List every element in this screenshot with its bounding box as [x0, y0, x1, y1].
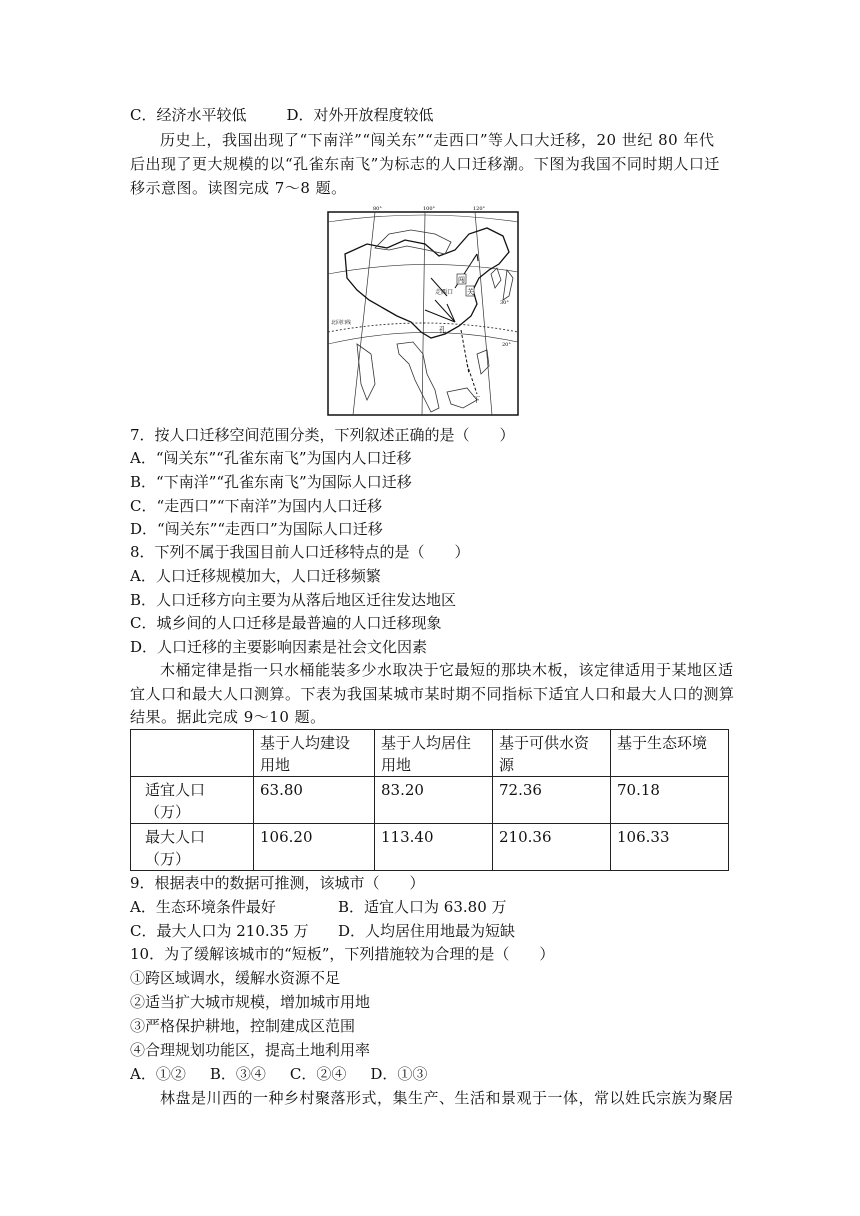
header-text: 基于人均居住 [381, 734, 472, 752]
table-header-cell [375, 730, 493, 777]
q9-option-a: A．生态环境条件最好 [130, 898, 276, 916]
q10-stem: 10．为了缓解该城市的“短板”，下列措施较为合理的是（ ） [130, 945, 555, 963]
header-text: 用地 [381, 756, 412, 774]
q6-option-c: C．经济水平较低 [130, 106, 247, 124]
table-header-cell [254, 730, 375, 777]
passage1-line1: 历史上，我国出现了“下南洋”“闯关东”“走西口”等人口大迁移，20 世纪 80 年代 [160, 131, 715, 149]
q8-option-b: B．人口迁移方向主要为从落后地区迁往发达地区 [130, 591, 457, 609]
row-label: 适宜人口 [145, 781, 206, 799]
passage2-line2: 宜人口和最大人口测算。下表为我国某城市某时期不同指标下适宜人口和最大人口的测算 [130, 685, 735, 703]
q10-item-4: ④合理规划功能区，提高土地利用率 [130, 1041, 371, 1059]
passage2-line3: 结果。据此完成 9～10 题。 [130, 708, 326, 726]
map-label-xia: 下 [473, 396, 480, 404]
q10-option-c: C．②④ [289, 1065, 347, 1083]
header-text: 用地 [260, 756, 291, 774]
lat-label-30: 30° [500, 300, 509, 306]
q10-option-d: D．①③ [370, 1065, 428, 1083]
table-cell: 72.36 [493, 777, 611, 824]
q10-item-2: ②适当扩大城市规模，增加城市用地 [130, 993, 371, 1011]
q7-option-a: A．“闯关东”“孔雀东南飞”为国内人口迁移 [130, 449, 412, 467]
q9-option-c: C．最大人口为 210.35 万 [130, 922, 309, 940]
table-cell: 63.80 [254, 777, 375, 824]
table-cell: 70.18 [611, 777, 729, 824]
q8-option-a: A．人口迁移规模加大，人口迁移频繁 [130, 567, 381, 585]
map-label-guan: 关 [467, 288, 474, 296]
row-unit: （万） [145, 850, 191, 868]
q6-options-row [130, 104, 434, 126]
q7-stem: 7．按人口迁移空间范围分类，下列叙述正确的是（ ） [130, 426, 515, 444]
q10-options-row [130, 1063, 427, 1085]
q7-option-d: D．“闯关东”“走西口”为国际人口迁移 [130, 520, 383, 538]
tropic-label: 北回归线 [331, 320, 352, 326]
q9-options-row2 [130, 920, 515, 942]
passage1-line3: 移示意图。读图完成 7～8 题。 [130, 179, 347, 197]
q8-option-d: D．人口迁移的主要影响因素是社会文化因素 [130, 638, 428, 656]
table-row [131, 824, 729, 871]
q10-item-1: ①跨区域调水，缓解水资源不足 [130, 969, 341, 987]
passage2-line1: 木桶定律是指一只水桶能装多少水取决于它最短的那块木板，该定律适用于某地区适 [160, 661, 734, 679]
population-table [130, 729, 729, 871]
map-label-zouxikou: 走西口 [435, 289, 454, 296]
row-label: 最大人口 [145, 828, 206, 846]
q10-item-3: ③严格保护耕地，控制建成区范围 [130, 1017, 356, 1035]
lat-label-20: 20° [502, 342, 511, 348]
lon-label-100: 100° [423, 206, 436, 212]
lon-label-120: 120° [473, 206, 486, 212]
row-unit: （万） [145, 803, 191, 821]
row-label-cell [131, 777, 254, 824]
table-cell: 106.20 [254, 824, 375, 871]
table-header-cell [131, 730, 254, 777]
table-header-cell [493, 730, 611, 777]
q9-options-row1 [130, 896, 507, 918]
table-header-row [131, 730, 729, 777]
map-label-chuang: 闯 [458, 276, 465, 284]
q8-stem: 8．下列不属于我国目前人口迁移特点的是（ ） [130, 543, 470, 561]
table-header-cell [611, 730, 729, 777]
passage3-line1: 林盘是川西的一种乡村聚落形式，集生产、生活和景观于一体，常以姓氏宗族为聚居 [160, 1089, 734, 1107]
map-label-kong: 孔 [439, 326, 446, 334]
migration-map [327, 204, 519, 416]
q8-option-c: C．城乡间的人口迁移是最普遍的人口迁移现象 [130, 614, 442, 632]
header-text: 基于可供水资 [499, 734, 590, 752]
table-cell: 106.33 [611, 824, 729, 871]
lon-label-80: 80° [373, 206, 382, 212]
q7-option-c: C．“走西口”“下南洋”为国内人口迁移 [130, 497, 383, 515]
row-label-cell [131, 824, 254, 871]
table-cell: 210.36 [493, 824, 611, 871]
table-cell: 113.40 [375, 824, 493, 871]
header-text: 基于人均建设 [260, 734, 351, 752]
q9-stem: 9．根据表中的数据可推测，该城市（ ） [130, 874, 425, 892]
q7-option-b: B．“下南洋”“孔雀东南飞”为国际人口迁移 [130, 473, 412, 491]
q10-option-a: A．①② [130, 1065, 186, 1083]
q6-option-d: D．对外开放程度较低 [286, 106, 434, 124]
header-text: 源 [499, 756, 515, 774]
q10-option-b: B．③④ [209, 1065, 266, 1083]
table-row [131, 777, 729, 824]
passage1-line2: 后出现了更大规模的以“孔雀东南飞”为标志的人口迁移潮。下图为我国不同时期人口迁 [130, 155, 720, 173]
q9-option-b: B．适宜人口为 63.80 万 [338, 898, 507, 916]
header-text: 基于生态环境 [617, 734, 708, 752]
table-cell: 83.20 [375, 777, 493, 824]
q9-option-d: D．人均居住用地最为短缺 [338, 922, 516, 940]
